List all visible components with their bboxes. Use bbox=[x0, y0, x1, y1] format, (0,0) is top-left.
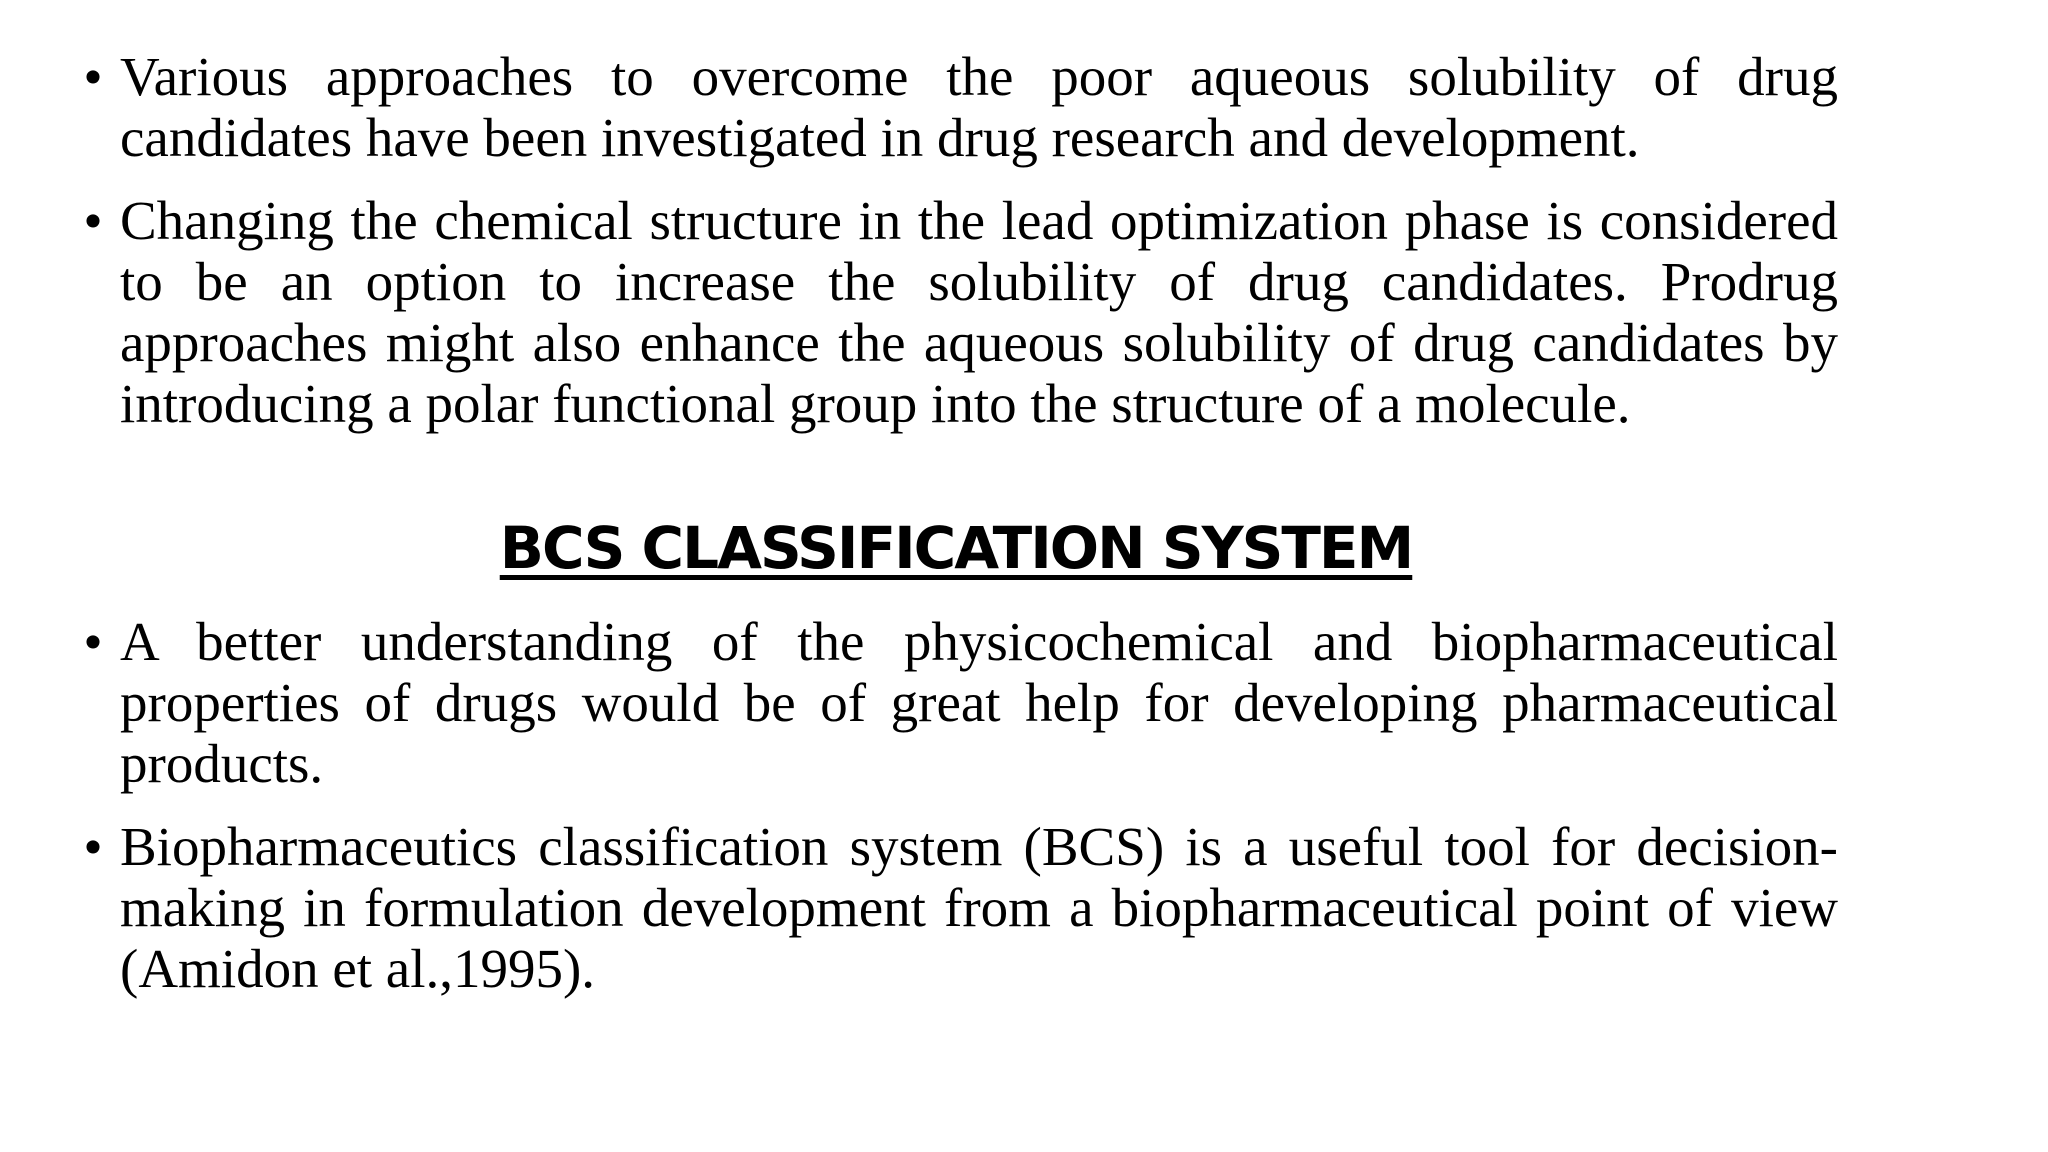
bullet-text: Changing the chemical structure in the lead optimization phase is considered to be an option to increase the solubility of drug candidates. Prodrug approaches might also enhance the aqueous solubility of drug candidates by introducing a polar functional group into the structure of a molecule. bbox=[120, 190, 1838, 434]
list-item bbox=[83, 46, 1838, 168]
bullet-icon: • bbox=[83, 816, 103, 877]
list-item bbox=[83, 190, 1838, 434]
section-heading bbox=[0, 513, 1912, 583]
list-item bbox=[83, 611, 1838, 794]
bullet-text: A better understanding of the physicochemical and biopharmaceutical properties of drugs would be of great help for developing pharmaceutical products. bbox=[120, 611, 1838, 794]
list-item bbox=[83, 816, 1838, 999]
bullet-text: Biopharmaceutics classification system (BCS) is a useful tool for decision-making in formulation development from a biopharmaceutical point of view (Amidon et al.,1995). bbox=[120, 816, 1838, 999]
bullet-icon: • bbox=[83, 611, 103, 672]
bcs-bullet-list bbox=[83, 611, 1838, 999]
bullet-text: Various approaches to overcome the poor aqueous solubility of drug candidates have been investigated in drug research and development. bbox=[120, 46, 1838, 168]
bullet-icon: • bbox=[83, 46, 103, 107]
intro-bullet-list bbox=[83, 46, 1838, 434]
section-heading-text: BCS CLASSIFICATION SYSTEM bbox=[499, 514, 1413, 582]
bullet-icon: • bbox=[83, 190, 103, 251]
